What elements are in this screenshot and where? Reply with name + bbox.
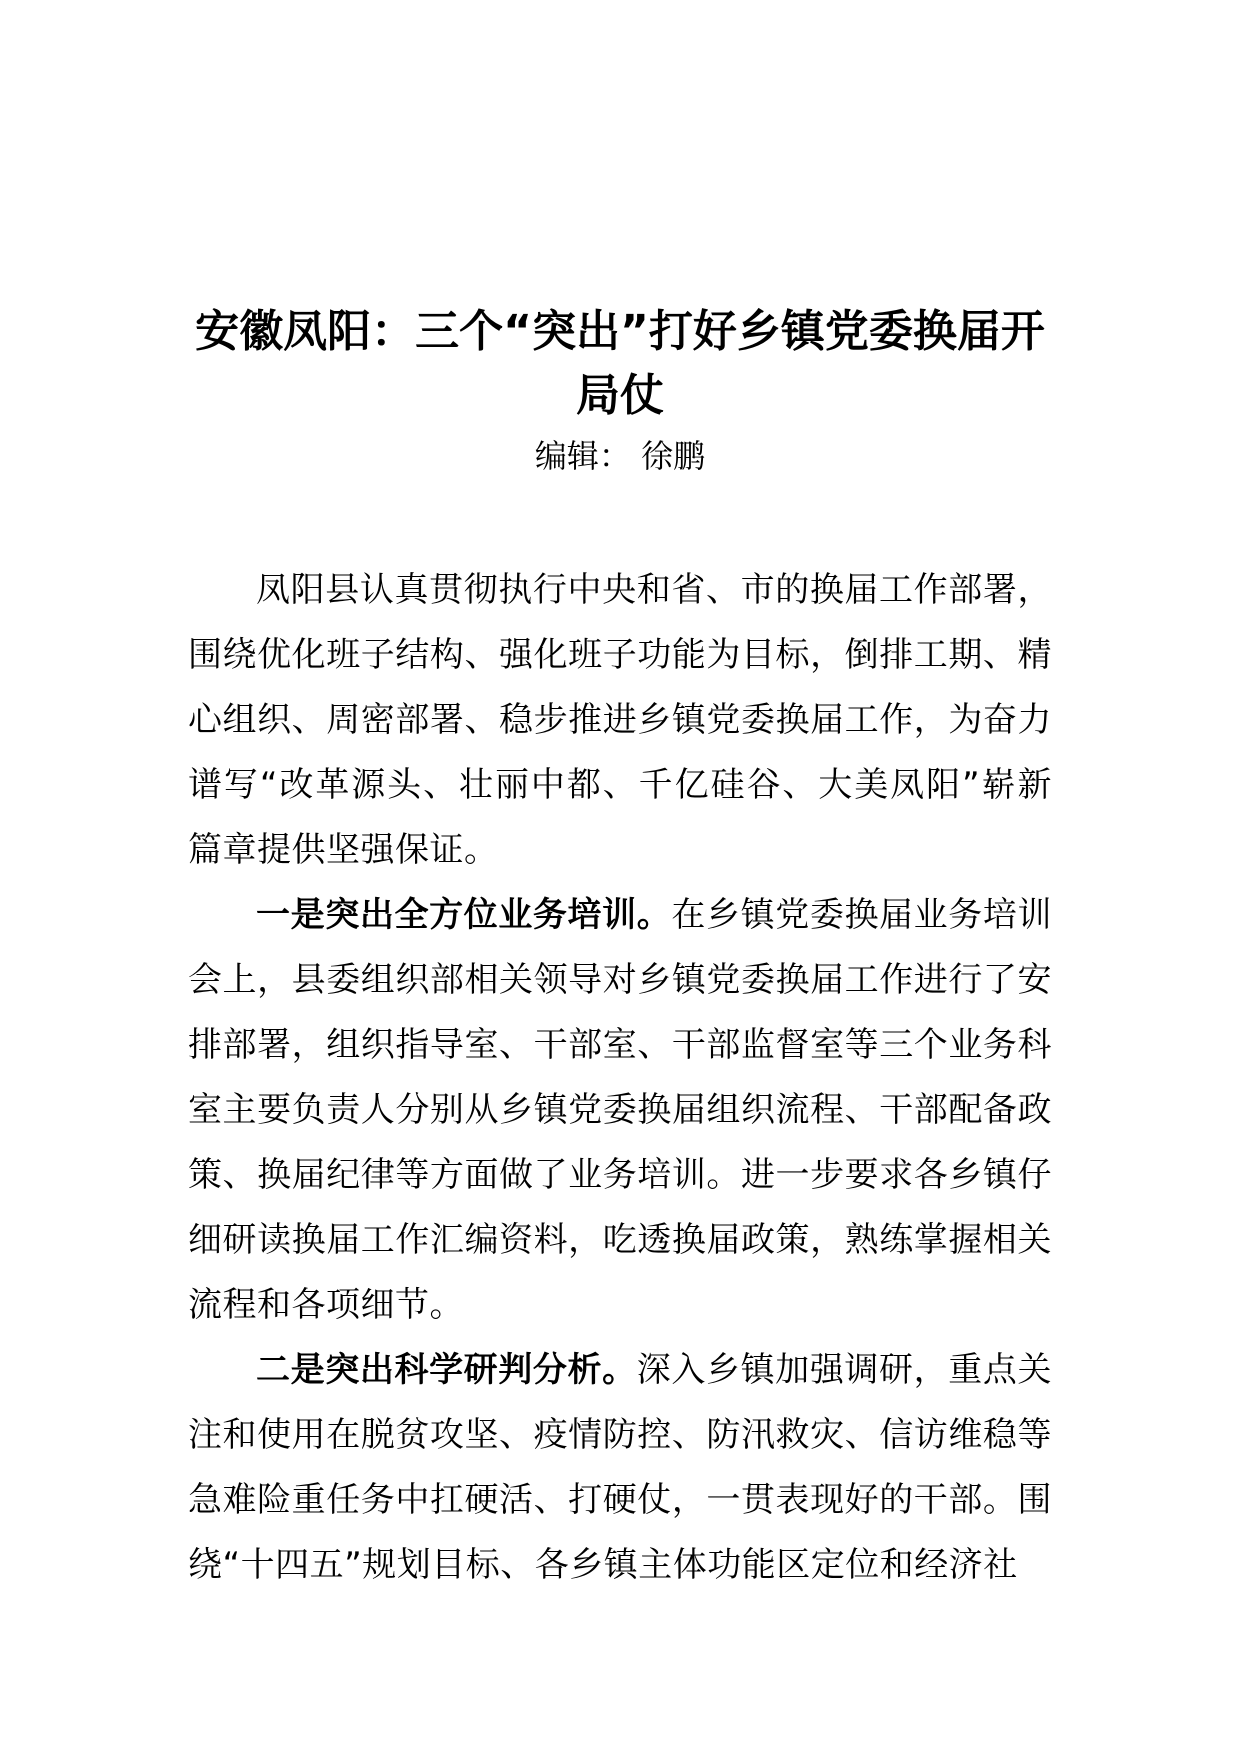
paragraph-1 [188,558,1052,883]
byline-name: 徐鹏 [641,437,706,475]
paragraph-lead: 一是突出全方位业务培训。 [256,895,672,935]
article-body [188,558,1052,1598]
article-byline [188,432,1052,480]
paragraph-text: 深入乡镇加强调研，重点关注和使用在脱贫攻坚、疫情防控、防汛救灾、信访维稳等急难险重任务中扛硬活、打硬仗，一贯表现好的干部。围绕“十四五”规划目标、各乡镇主体功能区定位和经济社 [188,1350,1052,1585]
paragraph-text: 凤阳县认真贯彻执行中央和省、市的换届工作部署，围绕优化班子结构、强化班子功能为目标，倒排工期、精心组织、周密部署、稳步推进乡镇党委换届工作，为奋力谱写“改革源头、壮丽中都、千亿硅谷、大美凤阳”崭新篇章提供坚强保证。 [188,570,1052,870]
paragraph-3 [188,1338,1052,1598]
paragraph-text: 在乡镇党委换届业务培训会上，县委组织部相关领导对乡镇党委换届工作进行了安排部署，组织指导室、干部室、干部监督室等三个业务科室主要负责人分别从乡镇党委换届组织流程、干部配备政策、换届纪律等方面做了业务培训。进一步要求各乡镇仔细研读换届工作汇编资料，吃透换届政策，熟练掌握相关流程和各项细节。 [188,895,1053,1325]
article-title: 安徽凤阳：三个“突出”打好乡镇党委换届开局仗 [195,306,1045,421]
document-page [188,300,1052,1598]
paragraph-2 [188,883,1052,1338]
byline-label: 编辑： [534,437,631,475]
paragraph-lead: 二是突出科学研判分析。 [256,1350,637,1390]
